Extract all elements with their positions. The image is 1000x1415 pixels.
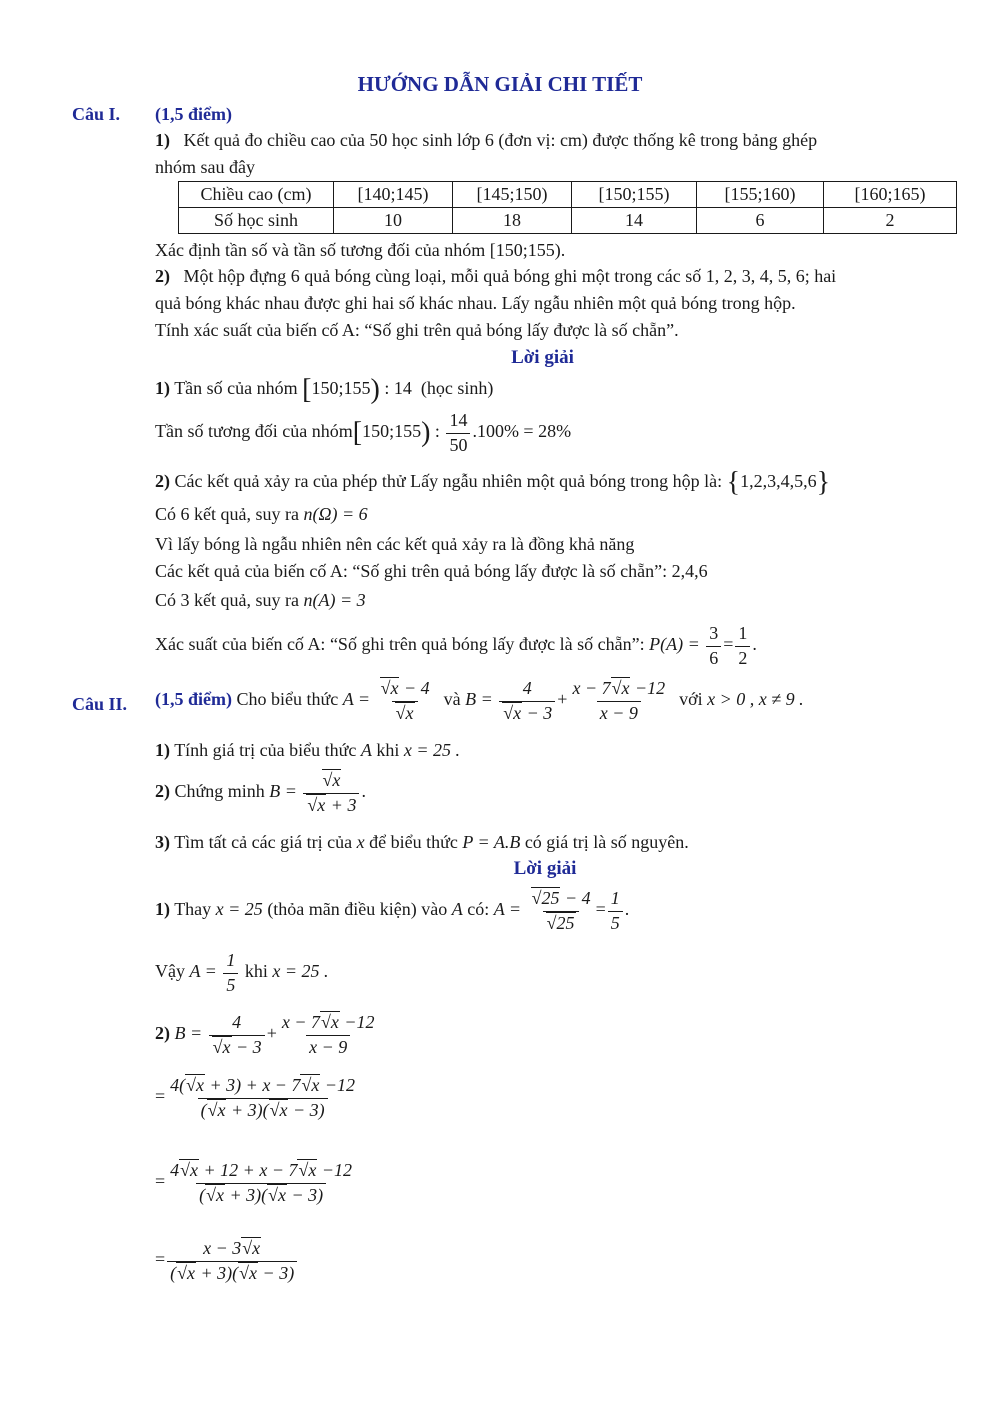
fraction-14-50 xyxy=(446,410,470,456)
sol1-text-b: (thỏa mãn điều kiện) vào xyxy=(267,899,448,920)
solution-2-outcomes xyxy=(155,469,830,497)
q1-part1-line1 xyxy=(155,130,817,151)
event-outcomes-text: Các kết quả của biến cố A: “Số ghi trên quả bóng lấy được là số chẵn”: xyxy=(155,561,668,581)
fraction-1-2 xyxy=(735,623,750,669)
q1-part2-line2: quả bóng khác nhau được ghi hai số khác nhau. Lấy ngẫu nhiên một quả bóng trong hộp. xyxy=(155,293,796,313)
sol2-step2-fraction: $\frac{4(√x + 3) + x - 7√x -12}{(√x + 3)(√x - 3)}$ xyxy=(170,1075,355,1120)
sol1-text-e: khi xyxy=(244,961,268,982)
sol1-text-c: có: xyxy=(467,899,490,920)
table-cell: 6 xyxy=(697,208,824,234)
solution-2-event-count xyxy=(155,590,366,611)
sol1-text-d: Vậy xyxy=(155,961,185,982)
sol1-lhs: A = xyxy=(493,899,522,920)
var-x: x xyxy=(356,832,365,852)
frequency-unit: (học sinh) xyxy=(420,378,494,399)
sol2-term2: $\frac{x - 7√x -12}{x - 9}$ xyxy=(281,1012,375,1057)
q2-solution1-conclusion xyxy=(155,950,328,996)
q1-part1-line2: nhóm sau đây xyxy=(155,157,255,177)
sol1-conclusion-lhs: A = xyxy=(189,961,217,982)
table-cell: 14 xyxy=(572,208,697,234)
q2-solution2-step3: = $\frac{4√x + 12 + x - 7√x -12}{(√x + 3)(√x - 3)}$ xyxy=(155,1160,357,1206)
numerator: 1 xyxy=(738,623,748,643)
expression-a: $\frac{√x - 4}{√x}$ xyxy=(380,678,430,723)
q1-part2-line3: Tính xác suất của biến cố A: “Số ghi trên quả bóng lấy được là số chẵn”. xyxy=(155,320,679,340)
q2-task2: 2) Chứng minh B = $\frac{√x}{√x + 3}$ . xyxy=(155,770,366,815)
var-a: A xyxy=(360,740,372,760)
table-row xyxy=(179,208,957,234)
sol1-text-a: Thay xyxy=(174,899,212,920)
question-1-label: Câu I. xyxy=(72,104,121,124)
q1-part2-line1 xyxy=(155,266,836,287)
table-cell: [145;150) xyxy=(453,182,572,208)
event-count-text: Có 3 kết quả, suy ra xyxy=(155,590,299,610)
sol2-step4-fraction: $\frac{x - 3√x}{(√x + 3)(√x - 3)}$ xyxy=(167,1238,297,1284)
numerator: 3 xyxy=(709,623,719,643)
task3-expression: P = A.B xyxy=(462,832,521,852)
denominator: 2 xyxy=(735,646,750,670)
solution-2-equally-likely: Vì lấy bóng là ngẫu nhiên nên các kết quả xảy ra là đồng khả năng xyxy=(155,534,635,554)
table-cell: [150;155) xyxy=(572,182,697,208)
left-brace: { xyxy=(726,467,741,498)
q1-part2-number: 2) xyxy=(155,266,170,286)
expression-b-term2: $\frac{x - 7√x -12}{x - 9}$ xyxy=(572,678,666,723)
relative-frequency-text: Tần số tương đối của nhóm xyxy=(155,421,353,442)
task2-fraction: $\frac{√x}{√x + 3}$ xyxy=(303,770,359,816)
interval: 150;155 xyxy=(311,378,371,399)
event-size: n(A) = 3 xyxy=(303,590,366,610)
task1-condition: x = 25 . xyxy=(403,740,461,760)
question-2-points: (1,5 điểm) xyxy=(155,689,232,710)
table-cell: 10 xyxy=(334,208,453,234)
sol2-number: 2) xyxy=(155,1023,170,1044)
task3-text-b: để biểu thức xyxy=(369,832,458,852)
sol2-lhs: B = xyxy=(174,1023,203,1044)
task2-text: Chứng minh xyxy=(174,781,265,802)
task2-lhs: B = xyxy=(269,781,297,802)
height-frequency-table xyxy=(178,181,957,234)
outcome-set: 1,2,3,4,5,6 xyxy=(740,471,817,492)
q2-task1 xyxy=(155,740,460,761)
frequency-text: Tần số của nhóm xyxy=(174,378,298,399)
q2-solution2-step2: = $\frac{4(√x + 3) + x - 7√x -12}{(√x + 3)(√x - 3)}$ xyxy=(155,1075,360,1121)
table-cell: 2 xyxy=(824,208,957,234)
sol1-substitution: x = 25 xyxy=(215,899,263,920)
q1-part1-number: 1) xyxy=(155,130,170,150)
fraction-3-6 xyxy=(706,623,721,669)
sol1-fraction: $\frac{√25 - 4}{√25}$ xyxy=(531,888,591,933)
task3-text-c: có giá trị là số nguyên. xyxy=(524,832,689,852)
sample-space-size: n(Ω) = 6 xyxy=(303,504,368,524)
question-1-points: (1,5 điểm) xyxy=(155,104,232,124)
probability-text: Xác suất của biến cố A: “Số ghi trên quả bóng lấy được là số chẵn”: xyxy=(155,634,645,655)
interval: 150;155 xyxy=(362,421,422,442)
solution-heading-2: Lời giải xyxy=(513,858,577,879)
sol2-term1: $\frac{4}{√x - 3}$ xyxy=(209,1012,265,1058)
solution-heading-1: Lời giải xyxy=(511,347,574,368)
table-cell: 18 xyxy=(453,208,572,234)
left-bracket: [ xyxy=(302,374,312,405)
q2-solution1: 1) Thay x = 25 (thỏa mãn điều kiện) vào A có: A = $\frac{√25 - 4}{√25}$ = $\frac{1}{5}$ . xyxy=(155,888,630,933)
outcomes-text: Các kết quả xảy ra của phép thử Lấy ngẫu nhiên một quả bóng trong hộp là: xyxy=(174,471,723,492)
task1-when: khi xyxy=(376,740,400,760)
task1-number: 1) xyxy=(155,740,170,760)
sol1-conclusion-fraction: $\frac{1}{5}$ xyxy=(223,950,238,996)
q2-with: với xyxy=(679,689,703,710)
right-paren: ) xyxy=(370,374,380,405)
right-paren: ) xyxy=(421,417,431,449)
var-a: A xyxy=(451,899,463,920)
table-cell: [140;145) xyxy=(334,182,453,208)
denominator: 50 xyxy=(446,433,470,457)
expression-b-term1: $\frac{4}{√x - 3}$ xyxy=(499,678,555,724)
q2-intro: Cho biểu thức xyxy=(236,689,339,710)
page-title: HƯỚNG DẪN GIẢI CHI TIẾT xyxy=(357,72,643,96)
q2-solution2-step4: = $\frac{x - 3√x}{(√x + 3)(√x - 3)}$ xyxy=(155,1238,299,1284)
table-header-row xyxy=(179,182,957,208)
sol1-conclusion-cond: x = 25 . xyxy=(272,961,329,982)
task3-number: 3) xyxy=(155,832,170,852)
event-outcome-values: 2,4,6 xyxy=(671,561,708,581)
table-cell: [155;160) xyxy=(697,182,824,208)
task3-text-a: Tìm tất cả các giá trị của xyxy=(174,832,353,852)
expr-a-lhs: A = xyxy=(342,689,371,710)
left-bracket: [ xyxy=(352,417,363,449)
sol1-result: $\frac{1}{5}$ xyxy=(608,888,623,934)
table-cell: Chiều cao (cm) xyxy=(179,182,334,208)
frequency-value: 14 xyxy=(393,378,412,399)
q1-part1-text: Kết quả đo chiều cao của 50 học sinh lớp 6 (đơn vị: cm) được thống kê trong bảng ghép xyxy=(183,130,818,150)
denominator: 6 xyxy=(706,646,721,670)
q2-solution2-step1: 2) B = $\frac{4}{√x - 3}$ + $\frac{x - 7√x -12}{x - 9}$ xyxy=(155,1012,380,1058)
solution-2-number: 2) xyxy=(155,471,170,492)
task1-text: Tính giá trị của biểu thức xyxy=(174,740,357,760)
relative-frequency-result: .100% = 28% xyxy=(472,421,572,442)
solution-1-line-relative: Tần số tương đối của nhóm[150;155) : $\frac{14}{50}$ .100% = 28% xyxy=(155,410,572,455)
q1-part2-text: Một hộp đựng 6 quả bóng cùng loại, mỗi quả bóng ghi một trong các số 1, 2, 3, 4, 5, 6; hai xyxy=(183,266,837,286)
question-2-label: Câu II. xyxy=(72,694,128,714)
q2-and: và xyxy=(443,689,461,710)
q2-task3 xyxy=(155,832,689,853)
table-cell: [160;165) xyxy=(824,182,957,208)
table-cell: Số học sinh xyxy=(179,208,334,234)
solution-2-count xyxy=(155,504,368,525)
q2-condition: x > 0 , x ≠ 9 . xyxy=(707,689,804,710)
sol1-number: 1) xyxy=(155,899,170,920)
sol2-step3-fraction: $\frac{4√x + 12 + x - 7√x -12}{(√x + 3)(√x - 3)}$ xyxy=(170,1160,352,1205)
solution-2-event-outcomes xyxy=(155,561,708,582)
solution-1-number: 1) xyxy=(155,378,170,399)
solution-2-probability: Xác suất của biến cố A: “Số ghi trên quả bóng lấy được là số chẵn”: P(A) = $\frac{3}{6}$ = $\frac{1}{2}$ . xyxy=(155,623,757,668)
right-brace: } xyxy=(816,467,831,498)
solution-1-line-frequency: 1) Tần số của nhóm [150;155) : 14 (học sinh) xyxy=(155,374,494,405)
count-text: Có 6 kết quả, suy ra xyxy=(155,504,299,524)
q2-statement: (1,5 điểm) Cho biểu thức A = $\frac{√x - 4}{√x}$ và B = $\frac{4}{√x - 3}$ + $\frac{x - 7√x -12}{x - 9}$ với x > 0 , x ≠ 9 . xyxy=(155,678,804,723)
q1-part1-task: Xác định tần số và tần số tương đối của nhóm [150;155). xyxy=(155,240,566,260)
expr-b-lhs: B = xyxy=(465,689,493,710)
numerator: 14 xyxy=(449,410,468,430)
task2-number: 2) xyxy=(155,781,170,802)
probability-lhs: P(A) = xyxy=(649,634,700,655)
